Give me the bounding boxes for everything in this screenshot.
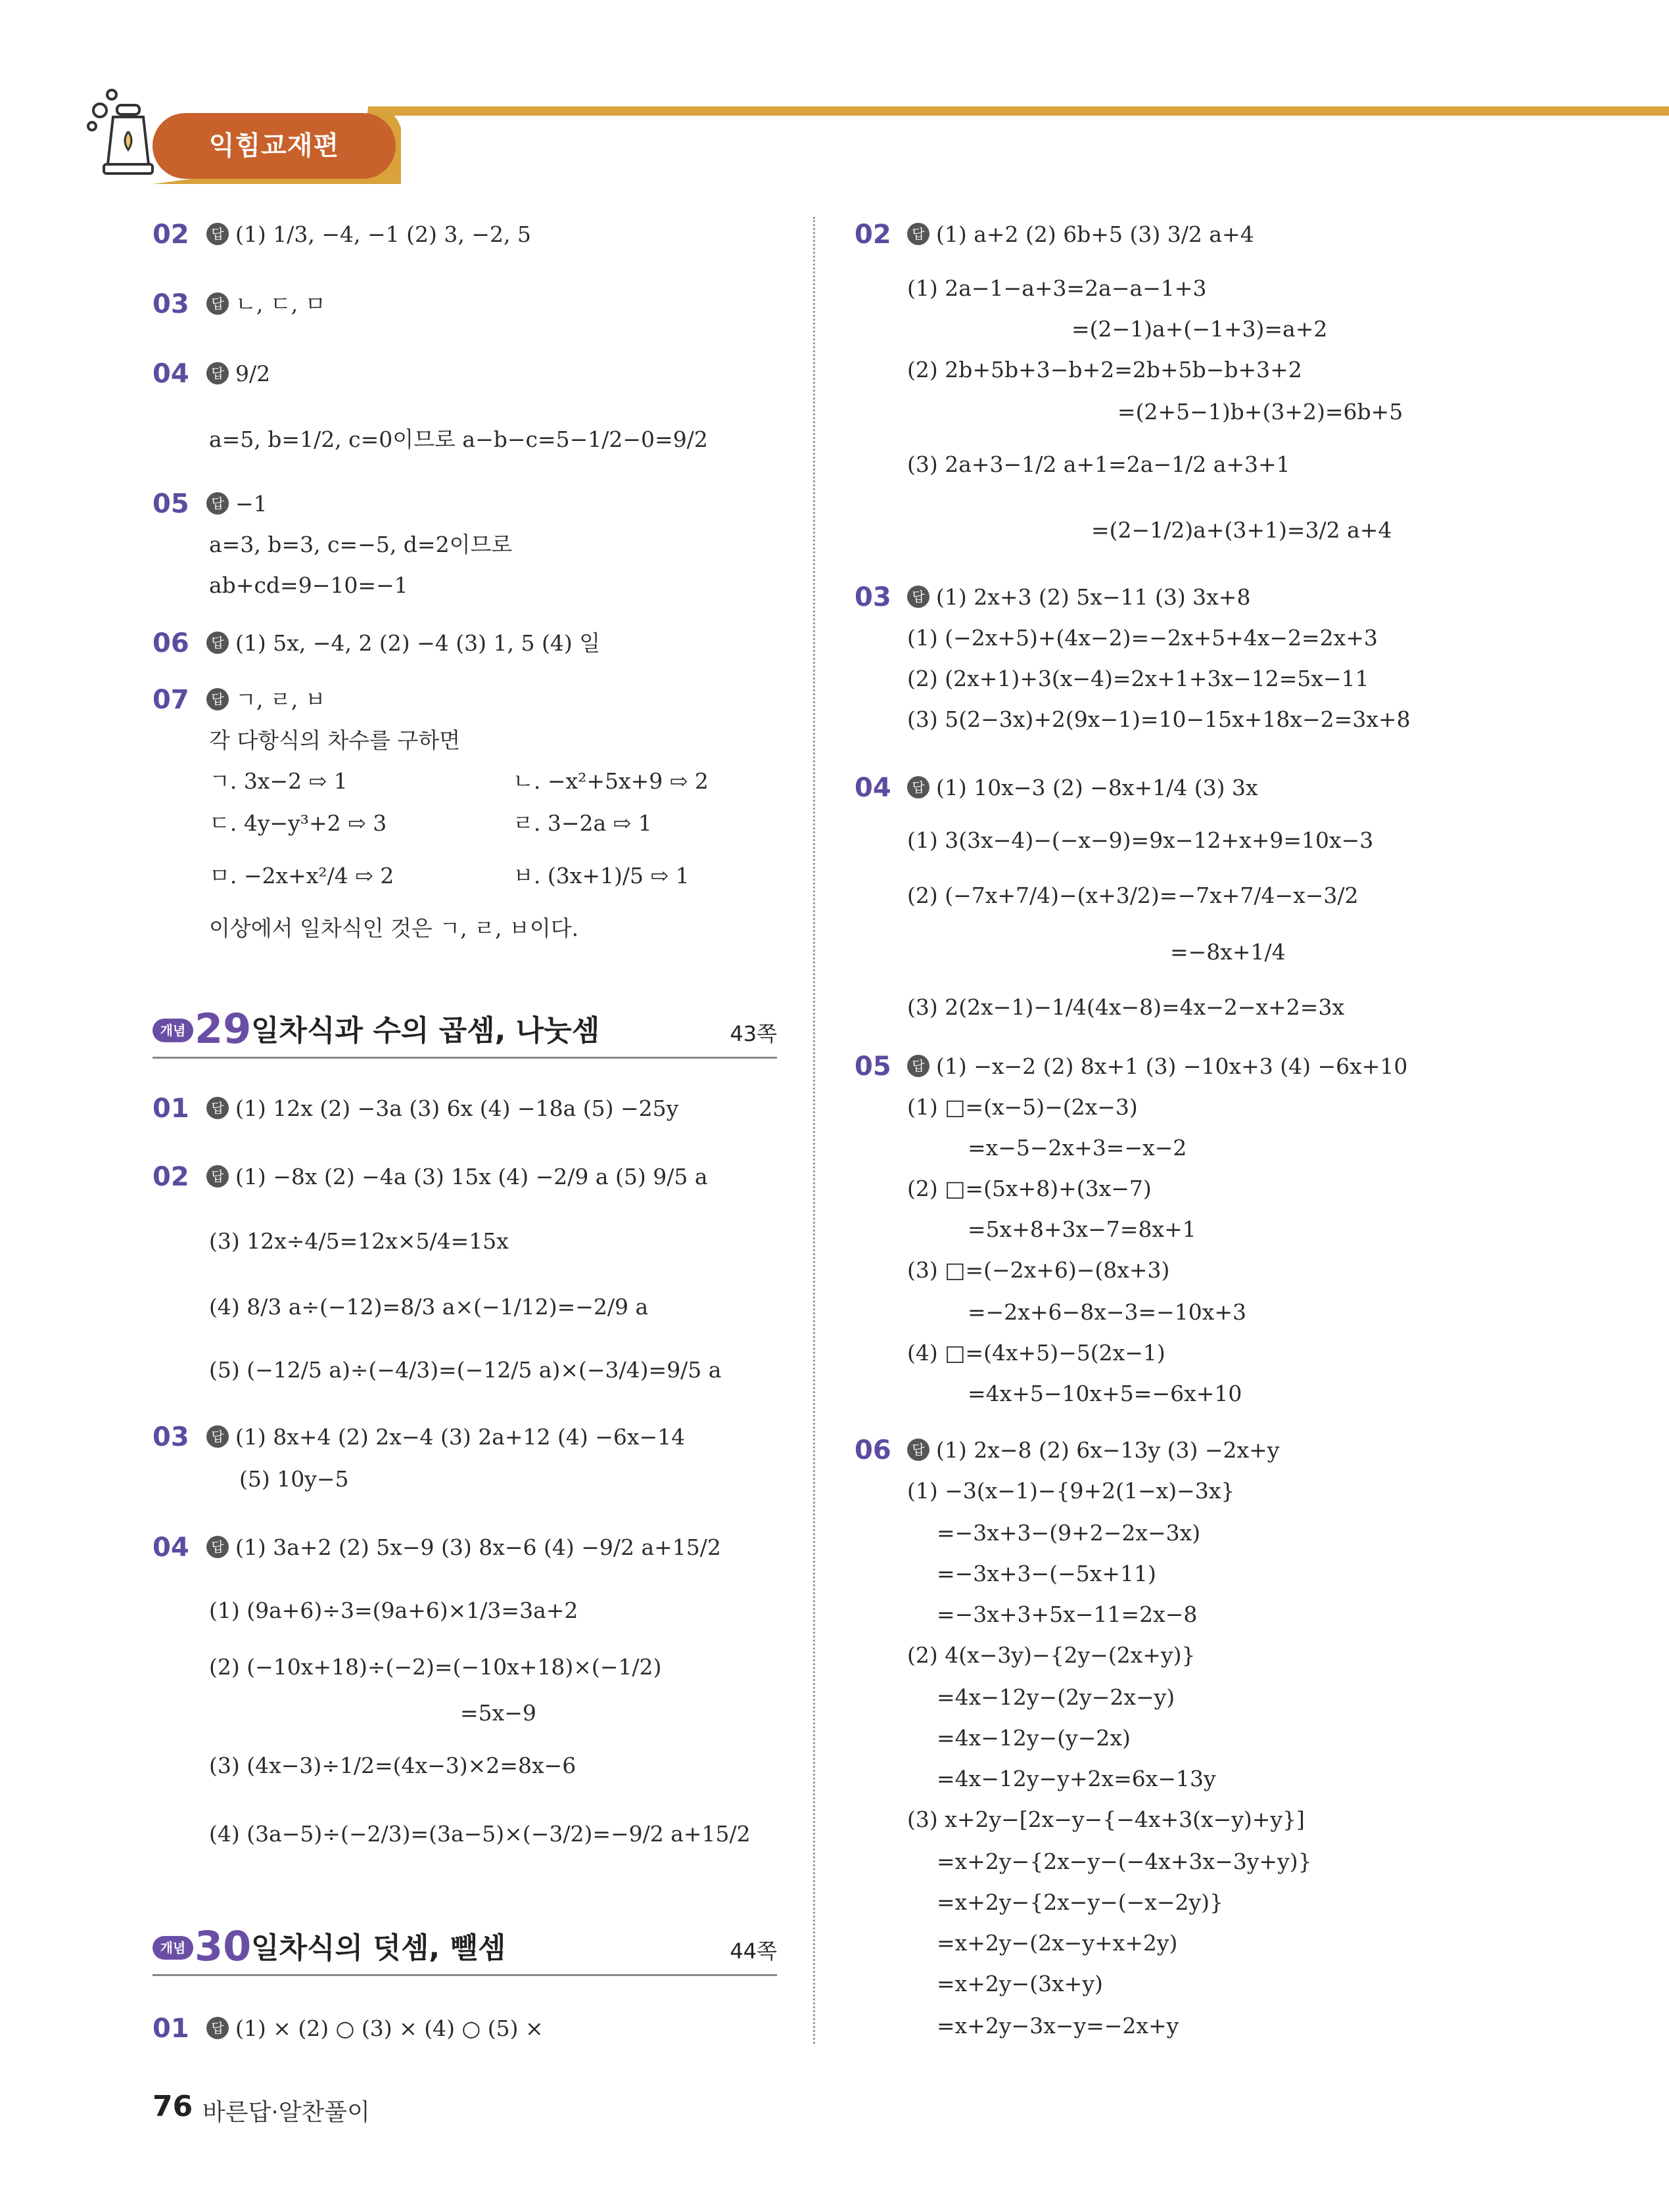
solution-line: (3) x+2y−[2x−y−{−4x+3(x−y)+y}] [907,1807,1305,1832]
answer-mark: 답 [206,1536,229,1558]
answer-text: (1) 2x−8 (2) 6x−13y (3) −2x+y [936,1437,1280,1463]
concept-title: 일차식의 덧셈, 뺄셈 [251,1931,506,1965]
solution-line: =4x+5−10x+5=−6x+10 [968,1381,1242,1406]
problem-number: 03 [153,289,189,319]
solution-line: =(2−1/2)a+(3+1)=3/2 a+4 [1091,517,1392,543]
solution-line: ㄱ. 3x−2 ⇨ 1 [209,768,348,794]
solution-line: ㄹ. 3−2a ⇨ 1 [513,810,652,836]
solution-line: (3) 2(2x−1)−1/4(4x−8)=4x−2−x+2=3x [907,994,1345,1020]
problem-number: 06 [153,628,189,658]
problem-number: 05 [153,489,189,519]
solution-line: ab+cd=9−10=−1 [209,572,408,598]
header-rule [368,106,1669,116]
answer-mark: 답 [206,688,229,710]
solution-line: =4x−12y−y+2x=6x−13y [937,1766,1216,1791]
book-title: 바른답·알찬풀이 [202,2099,370,2126]
solution-line: (1) (9a+6)÷3=(9a+6)×1/3=3a+2 [209,1598,578,1623]
answer-mark: 답 [907,776,929,798]
answer-mark: 답 [907,1439,929,1461]
concept-label: 개념 [153,1936,193,1960]
page-number: 76 [153,2090,193,2123]
solution-line: ㅁ. −2x+x²/4 ⇨ 2 [209,863,394,888]
solution-line: =x+2y−3x−y=−2x+y [937,2013,1179,2039]
answer-mark: 답 [206,492,229,515]
solution-line: (1) 3(3x−4)−(−x−9)=9x−12+x+9=10x−3 [907,827,1374,853]
solution-line: (3) 12x÷4/5=12x×5/4=15x [209,1228,509,1254]
solution-line: (4) □=(4x+5)−5(2x−1) [907,1340,1165,1366]
solution-line: (1) (−2x+5)+(4x−2)=−2x+5+4x−2=2x+3 [907,625,1378,651]
problem-number: 03 [153,1422,189,1452]
solution-line: =(2+5−1)b+(3+2)=6b+5 [1117,399,1403,425]
solution-line: =−3x+3−(9+2−2x−3x) [937,1520,1201,1546]
answer-text: (1) 8x+4 (2) 2x−4 (3) 2a+12 (4) −6x−14 [235,1424,686,1450]
answer-mark: 답 [206,2017,229,2039]
section-tab: 익힘교재편 [153,113,396,179]
solution-line: (2) □=(5x+8)+(3x−7) [907,1176,1152,1201]
solution-line: (4) (3a−5)÷(−2/3)=(3a−5)×(−3/2)=−9/2 a+15/2 [209,1821,751,1847]
solution-line: a=3, b=3, c=−5, d=2이므로 [209,532,513,557]
concept-title: 일차식과 수의 곱셈, 나눗셈 [251,1014,600,1048]
answer-mark: 답 [907,1055,929,1077]
problem-number: 07 [153,685,189,715]
problem-number: 02 [855,219,891,250]
answer-text: (1) × (2) ○ (3) × (4) ○ (5) × [235,2016,544,2041]
concept-rule [153,1057,777,1059]
answer-text: ㄴ, ㄷ, ㅁ [235,291,326,317]
answer-text: 9/2 [235,361,271,386]
solution-line: (4) 8/3 a÷(−12)=8/3 a×(−1/12)=−2/9 a [209,1294,649,1320]
solution-line: ㄴ. −x²+5x+9 ⇨ 2 [513,768,709,794]
solution-line: =−2x+6−8x−3=−10x+3 [968,1299,1247,1325]
answer-text: (1) 1/3, −4, −1 (2) 3, −2, 5 [235,221,531,247]
concept-label: 개념 [153,1019,193,1042]
solution-line: ㄷ. 4y−y³+2 ⇨ 3 [209,810,387,836]
solution-line: =5x−9 [460,1700,536,1726]
solution-line: =4x−12y−(2y−2x−y) [937,1684,1175,1710]
solution-line: (3) (4x−3)÷1/2=(4x−3)×2=8x−6 [209,1753,576,1778]
problem-number: 02 [153,219,189,250]
solution-line: (3) 5(2−3x)+2(9x−1)=10−15x+18x−2=3x+8 [907,706,1411,732]
problem-number: 04 [153,1532,189,1563]
answer-text: (1) −x−2 (2) 8x+1 (3) −10x+3 (4) −6x+10 [936,1053,1408,1079]
answer-mark: 답 [206,1165,229,1187]
concept-rule [153,1974,777,1976]
problem-number: 06 [855,1435,891,1465]
answer-text: (1) 12x (2) −3a (3) 6x (4) −18a (5) −25y [235,1095,679,1121]
solution-line: (3) □=(−2x+6)−(8x+3) [907,1257,1170,1283]
solution-line: =x−5−2x+3=−x−2 [968,1135,1187,1161]
concept-page: 43쪽 [730,1021,777,1046]
lamp-icon [85,85,158,184]
answer-mark: 답 [206,292,229,315]
solution-line: =x+2y−{2x−y−(−4x+3x−3y+y)} [937,1849,1312,1874]
answer-text: (1) 3a+2 (2) 5x−9 (3) 8x−6 (4) −9/2 a+15/2 [235,1534,721,1560]
answer-text: (1) 5x, −4, 2 (2) −4 (3) 1, 5 (4) 일 [235,630,601,656]
answer-text: (1) a+2 (2) 6b+5 (3) 3/2 a+4 [936,221,1254,247]
answer-mark: 답 [907,223,929,245]
problem-number: 01 [153,1094,189,1124]
solution-line: a=5, b=1/2, c=0이므로 a−b−c=5−1/2−0=9/2 [209,426,708,452]
answer-mark: 답 [907,586,929,608]
problem-number: 03 [855,582,891,612]
concept-page: 44쪽 [730,1939,777,1964]
solution-line: =x+2y−(3x+y) [937,1971,1103,1996]
answer-mark: 답 [206,362,229,384]
solution-line: (2) (−7x+7/4)−(x+3/2)=−7x+7/4−x−3/2 [907,883,1359,908]
problem-number: 01 [153,2014,189,2044]
solution-line: (1) 2a−1−a+3=2a−a−1+3 [907,275,1207,301]
solution-line: (3) 2a+3−1/2 a+1=2a−1/2 a+3+1 [907,451,1290,477]
problem-number: 04 [855,773,891,803]
solution-line: =−8x+1/4 [1170,939,1286,965]
answer-text: ㄱ, ㄹ, ㅂ [235,687,326,712]
answer-text: (1) −8x (2) −4a (3) 15x (4) −2/9 a (5) 9/5 a [235,1164,708,1189]
solution-line: (1) −3(x−1)−{9+2(1−x)−3x} [907,1478,1235,1504]
solution-line: (2) (2x+1)+3(x−4)=2x+1+3x−12=5x−11 [907,666,1369,691]
solution-line: =5x+8+3x−7=8x+1 [968,1216,1196,1242]
answer-text: −1 [235,491,268,517]
solution-line: =4x−12y−(y−2x) [937,1725,1131,1751]
solution-line: 이상에서 일차식인 것은 ㄱ, ㄹ, ㅂ이다. [209,915,579,941]
solution-line: (2) (−10x+18)÷(−2)=(−10x+18)×(−1/2) [209,1654,662,1680]
problem-number: 02 [153,1162,189,1192]
problem-number: 04 [153,359,189,389]
solution-line: =−3x+3+5x−11=2x−8 [937,1601,1198,1627]
solution-line: =x+2y−{2x−y−(−x−2y)} [937,1889,1224,1915]
solution-line: =−3x+3−(−5x+11) [937,1561,1156,1586]
solution-line: (2) 4(x−3y)−{2y−(2x+y)} [907,1642,1196,1668]
concept-number: 30 [195,1922,252,1970]
answer-mark: 답 [206,1097,229,1119]
column-divider [813,217,815,2044]
solution-line: (5) (−12/5 a)÷(−4/3)=(−12/5 a)×(−3/4)=9/5 a [209,1357,722,1383]
solution-line: (1) □=(x−5)−(2x−3) [907,1094,1138,1120]
answer-text: (1) 10x−3 (2) −8x+1/4 (3) 3x [936,775,1258,800]
problem-number: 05 [855,1051,891,1082]
solution-line: 각 다항식의 차수를 구하면 [209,727,461,753]
answer-mark: 답 [206,1425,229,1448]
concept-heading [153,1923,777,1975]
answer-text: (1) 2x+3 (2) 5x−11 (3) 3x+8 [936,584,1251,610]
answer-mark: 답 [206,632,229,654]
solution-line: (5) 10y−5 [239,1466,349,1492]
solution-line: =(2−1)a+(−1+3)=a+2 [1071,316,1328,342]
concept-number: 29 [195,1005,252,1053]
answer-mark: 답 [206,223,229,245]
concept-heading [153,1005,777,1058]
solution-line: ㅂ. (3x+1)/5 ⇨ 1 [513,863,690,888]
solution-line: =x+2y−(2x−y+x+2y) [937,1930,1178,1956]
solution-line: (2) 2b+5b+3−b+2=2b+5b−b+3+2 [907,357,1302,382]
